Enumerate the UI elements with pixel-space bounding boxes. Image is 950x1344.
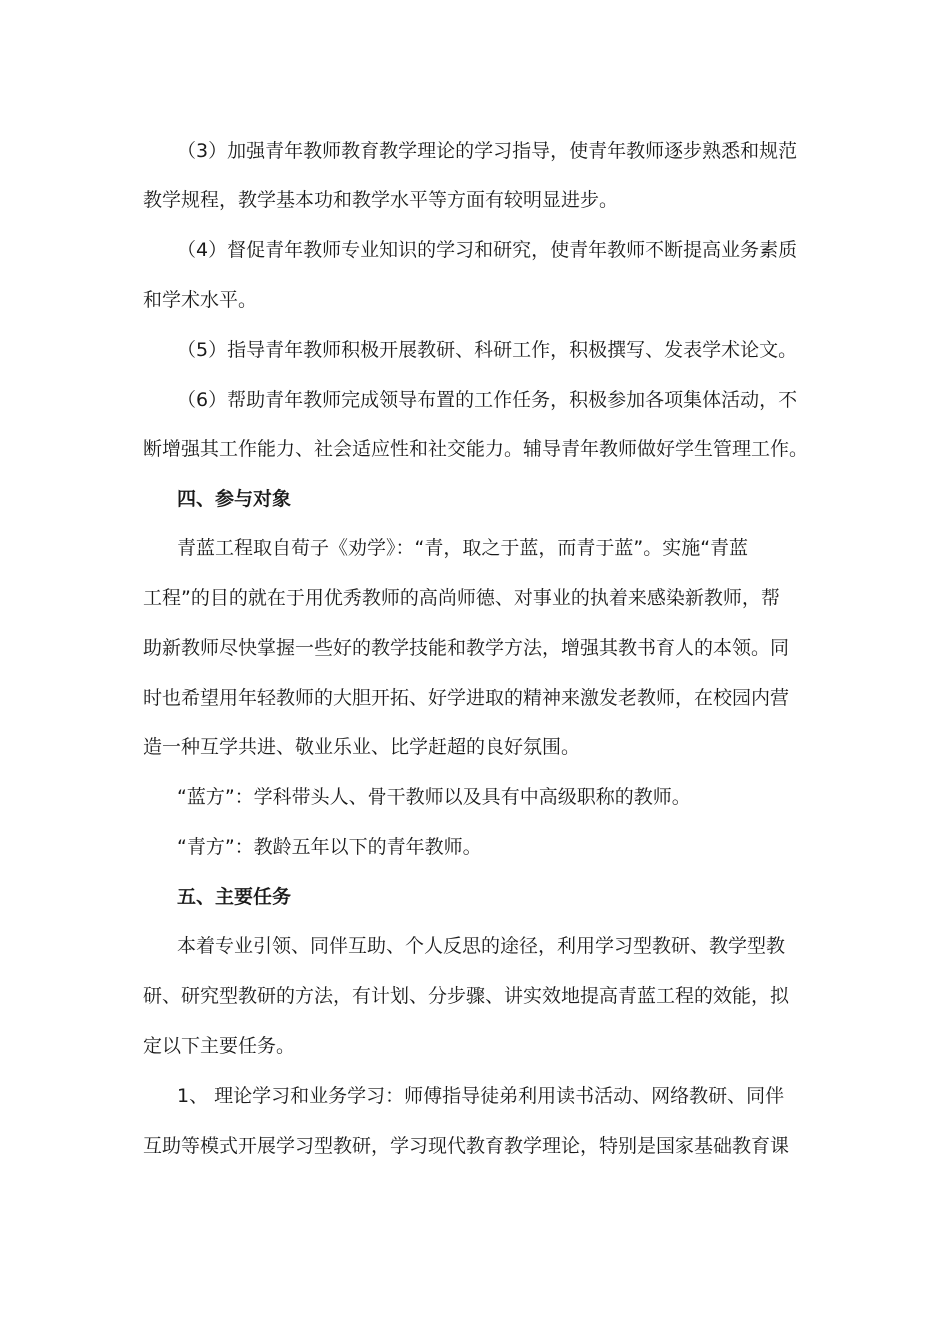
participants-paragraph-line-1: 青蓝工程取自荀子《劝学》：“青，取之于蓝，而青于蓝”。实施“青蓝 [177, 537, 749, 559]
participants-paragraph-line-2: 工程”的目的就在于用优秀教师的高尚师德、对事业的执着来感染新教师，帮 [143, 587, 780, 609]
section-heading-participants: 四、参与对象 [177, 488, 292, 510]
blue-side-definition: “蓝方”：学科带头人、骨干教师以及具有中高级职称的教师。 [177, 786, 691, 808]
task-1-line-1: 1、 理论学习和业务学习：师傅指导徒弟利用读书活动、网络教研、同伴 [177, 1085, 785, 1107]
participants-paragraph-line-4: 时也希望用年轻教师的大胆开拓、好学进取的精神来激发老教师，在校园内营 [143, 687, 790, 709]
tasks-paragraph-line-3: 定以下主要任务。 [143, 1035, 296, 1057]
tasks-paragraph-line-1: 本着专业引领、同伴互助、个人反思的途径，利用学习型教研、教学型教 [177, 935, 786, 957]
paragraph-6-line-2: 断增强其工作能力、社会适应性和社交能力。辅导青年教师做好学生管理工作。 [143, 438, 809, 460]
paragraph-4-line-1: （4）督促青年教师专业知识的学习和研究，使青年教师不断提高业务素质 [177, 239, 798, 261]
paragraph-6-line-1: （6）帮助青年教师完成领导布置的工作任务，积极参加各项集体活动，不 [177, 389, 798, 411]
green-side-definition: “青方”：教龄五年以下的青年教师。 [177, 836, 482, 858]
paragraph-5-line-1: （5）指导青年教师积极开展教研、科研工作，积极撰写、发表学术论文。 [177, 339, 798, 361]
tasks-paragraph-line-2: 研、研究型教研的方法，有计划、分步骤、讲实效地提高青蓝工程的效能，拟 [143, 985, 790, 1007]
task-1-line-2: 互助等模式开展学习型教研，学习现代教育教学理论，特别是国家基础教育课 [143, 1135, 790, 1157]
paragraph-3-line-1: （3）加强青年教师教育教学理论的学习指导，使青年教师逐步熟悉和规范 [177, 140, 798, 162]
participants-paragraph-line-5: 造一种互学共进、敬业乐业、比学赶超的良好氛围。 [143, 736, 581, 758]
participants-paragraph-line-3: 助新教师尽快掌握一些好的教学技能和教学方法，增强其教书育人的本领。同 [143, 637, 790, 659]
paragraph-3-line-2: 教学规程，教学基本功和教学水平等方面有较明显进步。 [143, 189, 619, 211]
section-heading-main-tasks: 五、主要任务 [177, 886, 292, 908]
paragraph-4-line-2: 和学术水平。 [143, 289, 258, 311]
